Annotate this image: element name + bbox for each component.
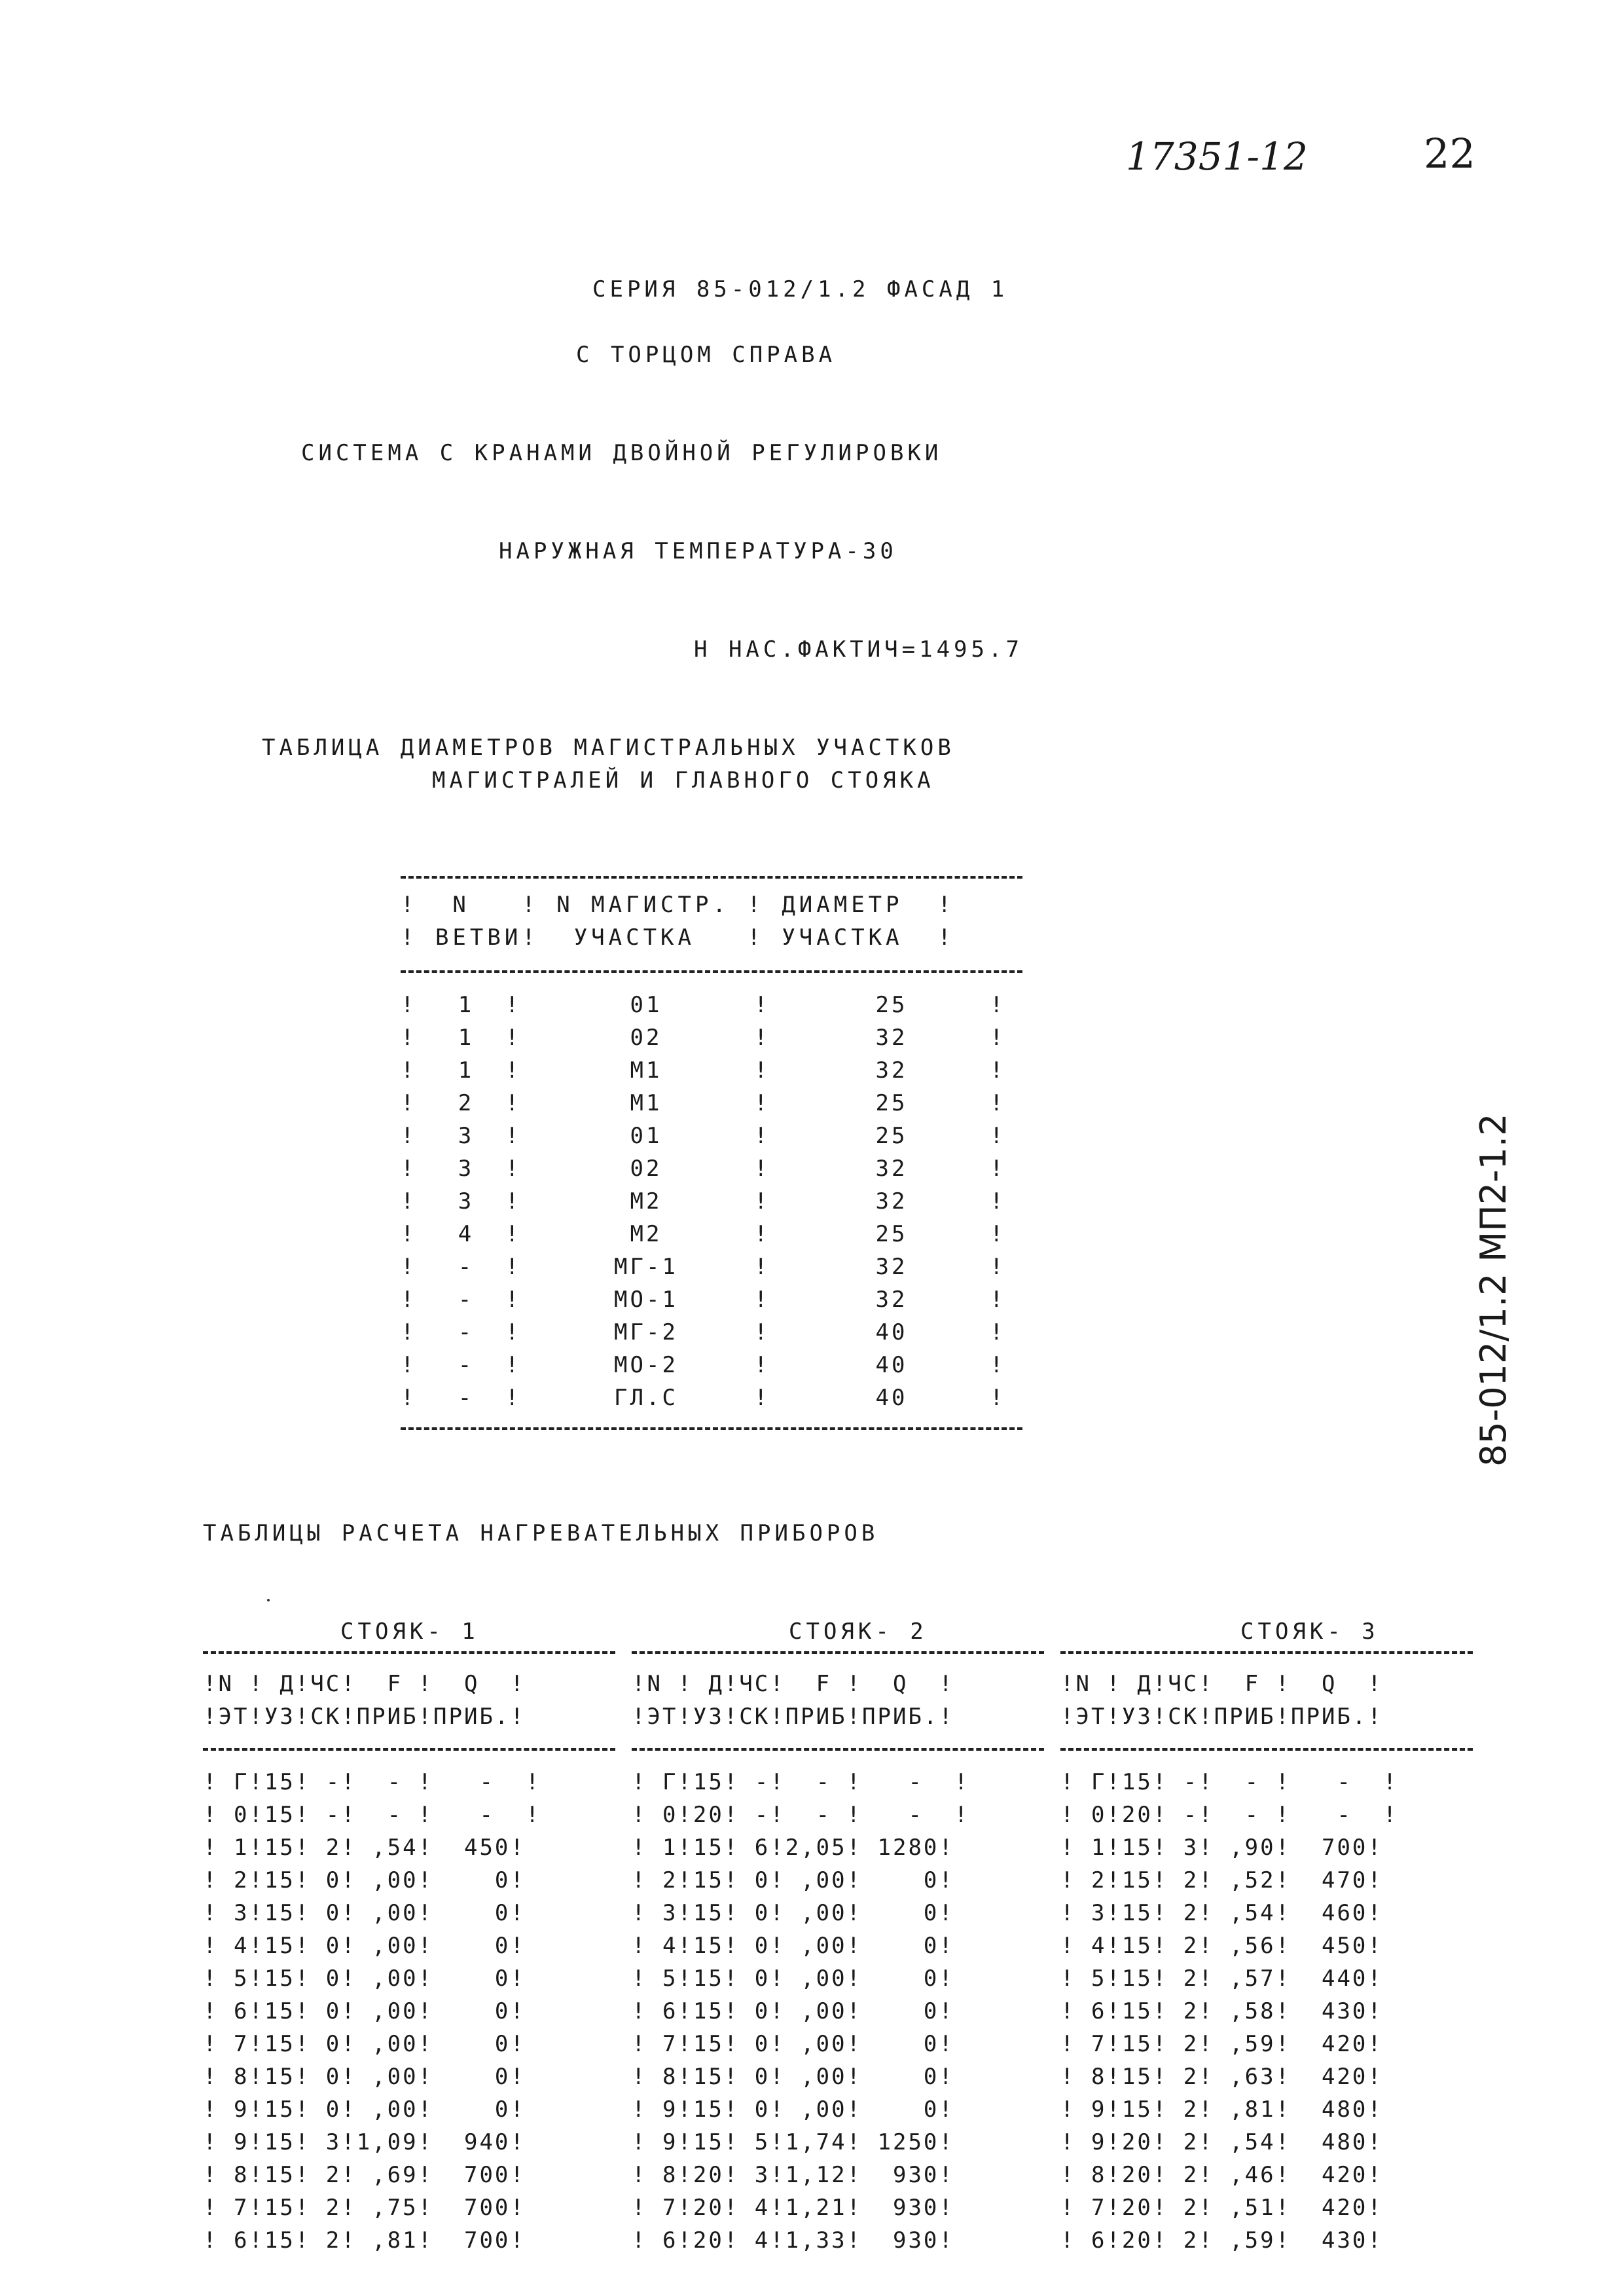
calc-row: ! 8!20! 2! ,46! 420! [1060, 2162, 1383, 2188]
diameter-table [401, 989, 1022, 1414]
separator: ! [990, 1254, 1006, 1280]
diameter-table-row [401, 1185, 1022, 1218]
diameter-table-row [401, 1251, 1022, 1283]
separator: ! [401, 1057, 417, 1084]
segment-number: МО-2 [614, 1352, 678, 1378]
separator: ! [505, 1057, 522, 1084]
calc-row: ! 6!20! 2! ,59! 430! [1060, 2227, 1383, 2254]
diameter-table-subtitle: МАГИСТРАЛЕЙ И ГЛАВНОГО СТОЯКА [432, 767, 935, 794]
calc-row: ! 6!15! 0! ,00! 0! [203, 1998, 526, 2024]
branch-number: - [458, 1254, 475, 1280]
dot-mark [267, 1599, 270, 1601]
stoyak-2-title: СТОЯК- 2 [789, 1618, 928, 1645]
branch-number: 1 [458, 1057, 475, 1084]
separator: ! [990, 1287, 1006, 1313]
calc-row: ! 4!15! 0! ,00! 0! [632, 1933, 954, 1959]
separator: ! [754, 1352, 770, 1378]
separator: ! [401, 1123, 417, 1149]
separator: ! [990, 1123, 1006, 1149]
calc-row: ! 8!20! 3!1,12! 930! [632, 2162, 954, 2188]
diameter-value: 25 [875, 1221, 908, 1247]
stoyak-1-table [203, 1769, 541, 2260]
calc-row: ! 6!15! 2! ,81! 700! [203, 2227, 526, 2254]
calc-row: ! 6!15! 0! ,00! 0! [632, 1998, 954, 2024]
diameter-value: 25 [875, 1090, 908, 1116]
branch-number: - [458, 1287, 475, 1313]
table-rule [401, 1427, 1022, 1430]
separator: ! [754, 1123, 770, 1149]
separator: ! [401, 1352, 417, 1378]
calc-row: ! Г!15! -! - ! - ! [1060, 1769, 1399, 1795]
separator: ! [990, 1385, 1006, 1411]
calc-row: ! Г!15! -! - ! - ! [203, 1769, 541, 1795]
segment-number: МГ-1 [614, 1254, 678, 1280]
separator: ! [754, 1156, 770, 1182]
facade-note: С ТОРЦОМ СПРАВА [576, 342, 837, 368]
page-number: 22 [1424, 130, 1475, 177]
diameter-table-row [401, 1152, 1022, 1185]
table-rule [1060, 1651, 1473, 1654]
separator: ! [505, 992, 522, 1018]
handwritten-code: 17351-12 [1126, 134, 1308, 179]
table-rule [401, 876, 1022, 879]
separator: ! [505, 1188, 522, 1215]
calc-row: ! 5!15! 2! ,57! 440! [1060, 1965, 1383, 1992]
separator: ! [505, 1385, 522, 1411]
calc-row: ! 2!15! 0! ,00! 0! [203, 1867, 526, 1893]
calc-row: ! 8!15! 0! ,00! 0! [632, 2064, 954, 2090]
calc-row: ! 5!15! 0! ,00! 0! [203, 1965, 526, 1992]
branch-number: 1 [458, 1025, 475, 1051]
branch-number: 1 [458, 992, 475, 1018]
diameter-value: 32 [875, 1287, 908, 1313]
calc-row: ! 6!20! 4!1,33! 930! [632, 2227, 954, 2254]
separator: ! [754, 1188, 770, 1215]
calc-row: ! 4!15! 0! ,00! 0! [203, 1933, 526, 1959]
separator: ! [401, 1188, 417, 1215]
diameter-value: 40 [875, 1319, 908, 1345]
separator: ! [401, 1319, 417, 1345]
separator: ! [990, 1090, 1006, 1116]
diameter-table-row [401, 1054, 1022, 1087]
separator: ! [401, 1156, 417, 1182]
separator: ! [754, 1254, 770, 1280]
diameter-table-row [401, 1381, 1022, 1414]
branch-number: - [458, 1385, 475, 1411]
diameter-table-header: ! N ! N МАГИСТР. ! ДИАМЕТР ! [401, 892, 956, 918]
separator: ! [754, 1057, 770, 1084]
actual-pressure: Н НАС.ФАКТИЧ=1495.7 [694, 636, 1023, 663]
separator: ! [401, 1287, 417, 1313]
table-rule [632, 1748, 1044, 1751]
calc-row: ! 8!15! 2! ,63! 420! [1060, 2064, 1383, 2090]
diameter-table-row [401, 989, 1022, 1021]
separator: ! [754, 1221, 770, 1247]
segment-number: ГЛ.С [614, 1385, 678, 1411]
calc-row: ! 6!15! 2! ,58! 430! [1060, 1998, 1383, 2024]
separator: ! [990, 1352, 1006, 1378]
calc-row: ! Г!15! -! - ! - ! [632, 1769, 970, 1795]
calc-row: ! 9!15! 5!1,74! 1250! [632, 2129, 954, 2155]
calc-row: ! 8!15! 0! ,00! 0! [203, 2064, 526, 2090]
calc-row: ! 8!15! 2! ,69! 700! [203, 2162, 526, 2188]
calc-row: ! 9!15! 2! ,81! 480! [1060, 2096, 1383, 2123]
diameter-value: 32 [875, 1025, 908, 1051]
separator: ! [754, 1287, 770, 1313]
separator: ! [990, 1188, 1006, 1215]
stoyak-2-header: !ЭТ!УЗ!СК!ПРИБ!ПРИБ.! [632, 1704, 954, 1730]
stoyak-1-header: !ЭТ!УЗ!СК!ПРИБ!ПРИБ.! [203, 1704, 526, 1730]
diameter-value: 32 [875, 1254, 908, 1280]
separator: ! [505, 1352, 522, 1378]
calc-row: ! 3!15! 0! ,00! 0! [203, 1900, 526, 1926]
separator: ! [401, 1025, 417, 1051]
table-rule [203, 1651, 615, 1654]
segment-number: 01 [630, 992, 662, 1018]
branch-number: 3 [458, 1123, 475, 1149]
separator: ! [505, 1090, 522, 1116]
diameter-table-row [401, 1087, 1022, 1120]
branch-number: 3 [458, 1188, 475, 1215]
segment-number: 02 [630, 1156, 662, 1182]
diameter-table-row [401, 1021, 1022, 1054]
branch-number: 2 [458, 1090, 475, 1116]
separator: ! [401, 1221, 417, 1247]
table-rule [632, 1651, 1044, 1654]
separator: ! [505, 1319, 522, 1345]
segment-number: М2 [630, 1221, 662, 1247]
diameter-value: 25 [875, 1123, 908, 1149]
branch-number: 4 [458, 1221, 475, 1247]
calc-row: ! 0!20! -! - ! - ! [632, 1802, 970, 1828]
diameter-value: 40 [875, 1352, 908, 1378]
segment-number: МГ-2 [614, 1319, 678, 1345]
stoyak-2-header: !N ! Д!ЧС! F ! Q ! [632, 1671, 954, 1697]
calc-row: ! 9!20! 2! ,54! 480! [1060, 2129, 1383, 2155]
diameter-value: 32 [875, 1188, 908, 1215]
table-rule [1060, 1748, 1473, 1751]
stoyak-1-title: СТОЯК- 1 [340, 1618, 479, 1645]
calc-table-title: ТАБЛИЦЫ РАСЧЕТА НАГРЕВАТЕЛЬНЫХ ПРИБОРОВ [203, 1520, 879, 1546]
calc-row: ! 3!15! 2! ,54! 460! [1060, 1900, 1383, 1926]
calc-row: ! 1!15! 6!2,05! 1280! [632, 1835, 954, 1861]
segment-number: МО-1 [614, 1287, 678, 1313]
stoyak-1-header: !N ! Д!ЧС! F ! Q ! [203, 1671, 526, 1697]
separator: ! [505, 1123, 522, 1149]
table-rule [203, 1748, 615, 1751]
diameter-table-title: ТАБЛИЦА ДИАМЕТРОВ МАГИСТРАЛЬНЫХ УЧАСТКОВ [262, 735, 955, 761]
stoyak-3-title: СТОЯК- 3 [1240, 1618, 1379, 1645]
branch-number: 3 [458, 1156, 475, 1182]
separator: ! [505, 1287, 522, 1313]
calc-row: ! 4!15! 2! ,56! 450! [1060, 1933, 1383, 1959]
table-rule [401, 970, 1022, 973]
separator: ! [754, 1025, 770, 1051]
diameter-value: 25 [875, 992, 908, 1018]
diameter-table-row [401, 1316, 1022, 1349]
diameter-value: 40 [875, 1385, 908, 1411]
segment-number: М2 [630, 1188, 662, 1215]
separator: ! [401, 1090, 417, 1116]
stoyak-3-header: !N ! Д!ЧС! F ! Q ! [1060, 1671, 1383, 1697]
stoyak-2-table [632, 1769, 969, 2260]
separator: ! [505, 1221, 522, 1247]
separator: ! [754, 1090, 770, 1116]
calc-row: ! 9!15! 0! ,00! 0! [203, 2096, 526, 2123]
series-title: СЕРИЯ 85-012/1.2 ФАСАД 1 [592, 276, 1009, 302]
branch-number: - [458, 1319, 475, 1345]
stoyak-3-header: !ЭТ!УЗ!СК!ПРИБ!ПРИБ.! [1060, 1704, 1383, 1730]
separator: ! [990, 1025, 1006, 1051]
calc-row: ! 7!20! 4!1,21! 930! [632, 2195, 954, 2221]
segment-number: М1 [630, 1057, 662, 1084]
separator: ! [754, 1319, 770, 1345]
diameter-table-row [401, 1349, 1022, 1381]
separator: ! [505, 1156, 522, 1182]
diameter-table-row [401, 1283, 1022, 1316]
diameter-table-row [401, 1218, 1022, 1251]
calc-row: ! 7!15! 2! ,75! 700! [203, 2195, 526, 2221]
separator: ! [990, 992, 1006, 1018]
calc-row: ! 9!15! 3!1,09! 940! [203, 2129, 526, 2155]
separator: ! [990, 1221, 1006, 1247]
calc-row: ! 0!20! -! - ! - ! [1060, 1802, 1399, 1828]
separator: ! [990, 1057, 1006, 1084]
separator: ! [505, 1254, 522, 1280]
diameter-value: 32 [875, 1057, 908, 1084]
separator: ! [401, 1385, 417, 1411]
segment-number: 02 [630, 1025, 662, 1051]
calc-row: ! 7!15! 0! ,00! 0! [203, 2031, 526, 2057]
diameter-value: 32 [875, 1156, 908, 1182]
calc-row: ! 1!15! 2! ,54! 450! [203, 1835, 526, 1861]
calc-row: ! 7!15! 0! ,00! 0! [632, 2031, 954, 2057]
calc-row: ! 9!15! 0! ,00! 0! [632, 2096, 954, 2123]
calc-row: ! 2!15! 0! ,00! 0! [632, 1867, 954, 1893]
outdoor-temperature: НАРУЖНАЯ ТЕМПЕРАТУРА-30 [499, 538, 897, 564]
separator: ! [401, 1254, 417, 1280]
diameter-table-row [401, 1120, 1022, 1152]
calc-row: ! 1!15! 3! ,90! 700! [1060, 1835, 1383, 1861]
calc-row: ! 7!20! 2! ,51! 420! [1060, 2195, 1383, 2221]
calc-row: ! 3!15! 0! ,00! 0! [632, 1900, 954, 1926]
system-title: СИСТЕМА С КРАНАМИ ДВОЙНОЙ РЕГУЛИРОВКИ [301, 440, 943, 466]
stoyak-3-table [1060, 1769, 1398, 2260]
separator: ! [990, 1156, 1006, 1182]
diameter-table-header: ! ВЕТВИ! УЧАСТКА ! УЧАСТКА ! [401, 924, 956, 951]
separator: ! [754, 992, 770, 1018]
calc-row: ! 7!15! 2! ,59! 420! [1060, 2031, 1383, 2057]
calc-row: ! 2!15! 2! ,52! 470! [1060, 1867, 1383, 1893]
separator: ! [505, 1025, 522, 1051]
separator: ! [754, 1385, 770, 1411]
calc-row: ! 0!15! -! - ! - ! [203, 1802, 541, 1828]
side-stamp: 85-012/1.2 МП2-1.2 [1473, 1113, 1514, 1467]
branch-number: - [458, 1352, 475, 1378]
segment-number: М1 [630, 1090, 662, 1116]
calc-row: ! 5!15! 0! ,00! 0! [632, 1965, 954, 1992]
separator: ! [401, 992, 417, 1018]
separator: ! [990, 1319, 1006, 1345]
segment-number: 01 [630, 1123, 662, 1149]
